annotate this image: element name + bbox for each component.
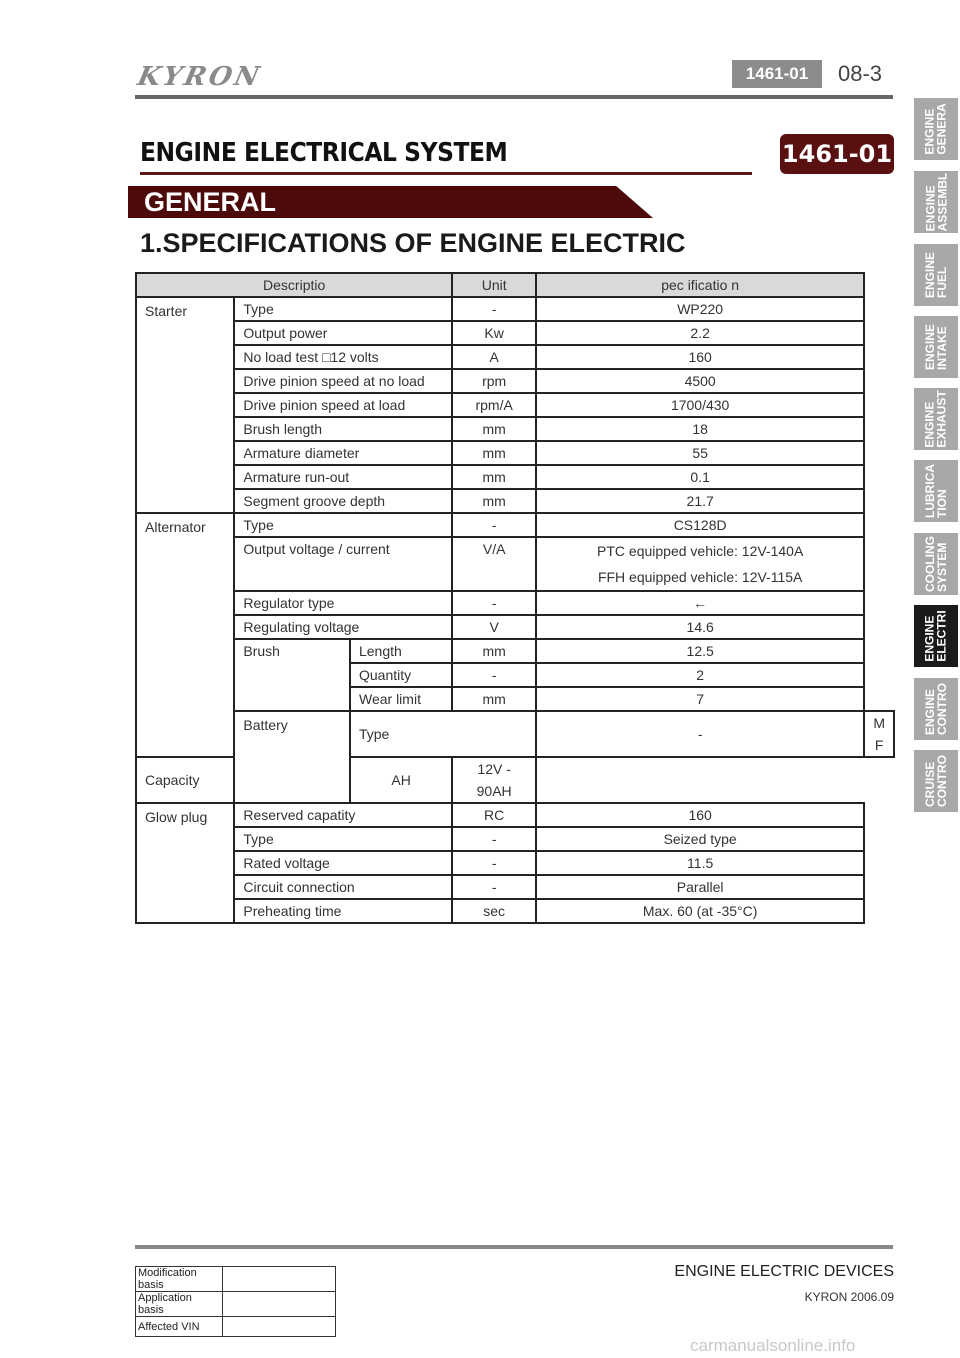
row-spec: 55 <box>536 441 864 465</box>
table-row <box>136 369 894 393</box>
row-spec: ← <box>536 591 864 615</box>
row-unit: A <box>452 345 536 369</box>
row-spec-line: FFH equipped vehicle: 12V-115A <box>597 569 803 585</box>
row-unit: AH <box>350 757 452 803</box>
table-row <box>136 345 894 369</box>
watermark: carmanualsonline.info <box>690 1336 856 1355</box>
tab-engine-assembly[interactable]: ENGINE ASSEMBL <box>914 171 958 233</box>
tab-cruise-control[interactable]: CRUISE CONTRO <box>914 750 958 812</box>
row-sub-description: Wear limit <box>350 687 452 711</box>
brand-logo: KYRON <box>134 62 265 92</box>
row-sub-description: Length <box>350 639 452 663</box>
modification-table <box>135 1266 336 1337</box>
table-row <box>136 465 894 489</box>
row-spec: 11.5 <box>536 851 864 875</box>
row-spec: 2.2 <box>536 321 864 345</box>
row-spec: 4500 <box>536 369 864 393</box>
row-unit: - <box>452 591 536 615</box>
section-banner-label: GENERAL <box>144 187 277 217</box>
group-label-glow-plug: Glow plug <box>136 803 234 923</box>
row-spec: 1700/430 <box>536 393 864 417</box>
footer-title: ENGINE ELECTRIC DEVICES <box>674 1263 894 1280</box>
column-header-description: Descriptio <box>136 273 452 297</box>
row-spec: 21.7 <box>536 489 864 513</box>
table-row <box>136 899 894 923</box>
row-spec: Max. 60 (at -35°C) <box>536 899 864 923</box>
row-description: Regulating voltage <box>234 615 452 639</box>
row-unit: - <box>452 663 536 687</box>
page-title: ENGINE ELECTRICAL SYSTEM <box>140 138 508 168</box>
table-row <box>136 639 894 663</box>
header-divider <box>135 95 893 99</box>
row-spec: 12.5 <box>536 639 864 663</box>
row-unit: mm <box>452 441 536 465</box>
footer-subtitle: KYRON 2006.09 <box>804 1290 894 1304</box>
row-unit: mm <box>452 465 536 489</box>
row-description: Type <box>234 513 452 537</box>
row-unit: mm <box>452 489 536 513</box>
specifications-heading: 1.SPECIFICATIONS OF ENGINE ELECTRIC <box>140 228 686 258</box>
row-spec: 2 <box>536 663 864 687</box>
tab-cooling-system[interactable]: COOLING SYSTEM <box>914 533 958 595</box>
affected-vin-value <box>223 1317 336 1337</box>
affected-vin-label: Affected VIN <box>136 1317 223 1337</box>
row-spec: 160 <box>536 803 864 827</box>
row-unit: V <box>452 615 536 639</box>
row-description: Rated voltage <box>234 851 452 875</box>
modification-basis-value <box>223 1267 336 1292</box>
row-spec: WP220 <box>536 297 864 321</box>
table-row <box>136 615 894 639</box>
row-description: Output power <box>234 321 452 345</box>
header-code-badge: 1461-01 <box>732 60 822 88</box>
row-spec-line: PTC equipped vehicle: 12V-140A <box>597 543 804 559</box>
row-spec: 7 <box>536 687 864 711</box>
row-description: Segment groove depth <box>234 489 452 513</box>
row-description: Type <box>234 297 452 321</box>
row-description: Type <box>350 711 536 757</box>
title-underline <box>140 172 752 175</box>
section-code-badge: 1461-01 <box>780 134 894 174</box>
table-row <box>136 1292 336 1317</box>
specifications-table <box>135 272 895 924</box>
tab-engine-general[interactable]: ENGINE GENERA <box>914 98 958 160</box>
tab-engine-fuel[interactable]: ENGINE FUEL <box>914 244 958 306</box>
tab-engine-intake[interactable]: ENGINE INTAKE <box>914 316 958 378</box>
table-row <box>136 417 894 441</box>
row-unit: Kw <box>452 321 536 345</box>
row-description: Drive pinion speed at no load <box>234 369 452 393</box>
modification-basis-label: Modification basis <box>136 1267 223 1292</box>
column-header-unit: Unit <box>452 273 536 297</box>
row-unit: sec <box>452 899 536 923</box>
table-row <box>136 1317 336 1337</box>
table-row <box>136 851 894 875</box>
tab-engine-electrical[interactable]: ENGINE ELECTRI <box>914 605 958 667</box>
row-description: Regulator type <box>234 591 452 615</box>
row-description: Output voltage / current <box>234 537 452 591</box>
row-spec: 0.1 <box>536 465 864 489</box>
row-spec: Seized type <box>536 827 864 851</box>
table-row <box>136 297 894 321</box>
row-spec: M F <box>864 711 894 757</box>
row-sub-description: Quantity <box>350 663 452 687</box>
table-row <box>136 441 894 465</box>
table-row <box>136 537 894 591</box>
row-spec <box>536 537 864 591</box>
row-description: Preheating time <box>234 899 452 923</box>
brush-label: Brush <box>234 639 350 711</box>
group-label-starter: Starter <box>136 297 234 513</box>
row-unit: mm <box>452 639 536 663</box>
row-spec: 160 <box>536 345 864 369</box>
tab-engine-exhaust[interactable]: ENGINE EXHAUST <box>914 388 958 450</box>
row-description: Circuit connection <box>234 875 452 899</box>
row-spec: 18 <box>536 417 864 441</box>
row-unit: mm <box>452 417 536 441</box>
tab-lubrication[interactable]: LUBRICA TION <box>914 460 958 522</box>
table-row <box>136 827 894 851</box>
row-spec: CS128D <box>536 513 864 537</box>
table-row <box>136 1267 336 1292</box>
table-row <box>136 875 894 899</box>
row-description: No load test □12 volts <box>234 345 452 369</box>
table-row <box>136 757 894 803</box>
row-spec: 12V - 90AH <box>452 757 536 803</box>
column-header-specification: pec ificatio n <box>536 273 864 297</box>
row-description: Drive pinion speed at load <box>234 393 452 417</box>
row-unit: - <box>452 851 536 875</box>
row-unit: rpm/A <box>452 393 536 417</box>
row-spec: 14.6 <box>536 615 864 639</box>
row-description: Armature run-out <box>234 465 452 489</box>
row-unit: rpm <box>452 369 536 393</box>
row-unit: mm <box>452 687 536 711</box>
table-row <box>136 489 894 513</box>
row-unit: V/A <box>452 537 536 591</box>
row-unit: - <box>452 875 536 899</box>
row-description: Capacity <box>136 757 350 803</box>
table-header-row <box>136 273 894 297</box>
row-unit: - <box>452 513 536 537</box>
row-description: Reserved capatity <box>234 803 452 827</box>
row-description: Brush length <box>234 417 452 441</box>
row-unit: RC <box>452 803 536 827</box>
row-unit: - <box>452 827 536 851</box>
table-row <box>136 393 894 417</box>
page-number: 08-3 <box>838 61 883 86</box>
row-unit: - <box>536 711 864 757</box>
table-row <box>136 591 894 615</box>
group-label-battery: Battery <box>234 711 350 803</box>
group-label-alternator: Alternator <box>136 513 234 757</box>
application-basis-value <box>223 1292 336 1317</box>
table-row <box>136 711 894 757</box>
row-description: Armature diameter <box>234 441 452 465</box>
table-row <box>136 513 894 537</box>
table-row <box>136 803 894 827</box>
row-spec: Parallel <box>536 875 864 899</box>
footer-divider <box>135 1245 893 1249</box>
row-description: Type <box>234 827 452 851</box>
row-unit: - <box>452 297 536 321</box>
tab-engine-control[interactable]: ENGINE CONTRO <box>914 678 958 740</box>
application-basis-label: Application basis <box>136 1292 223 1317</box>
table-row <box>136 321 894 345</box>
